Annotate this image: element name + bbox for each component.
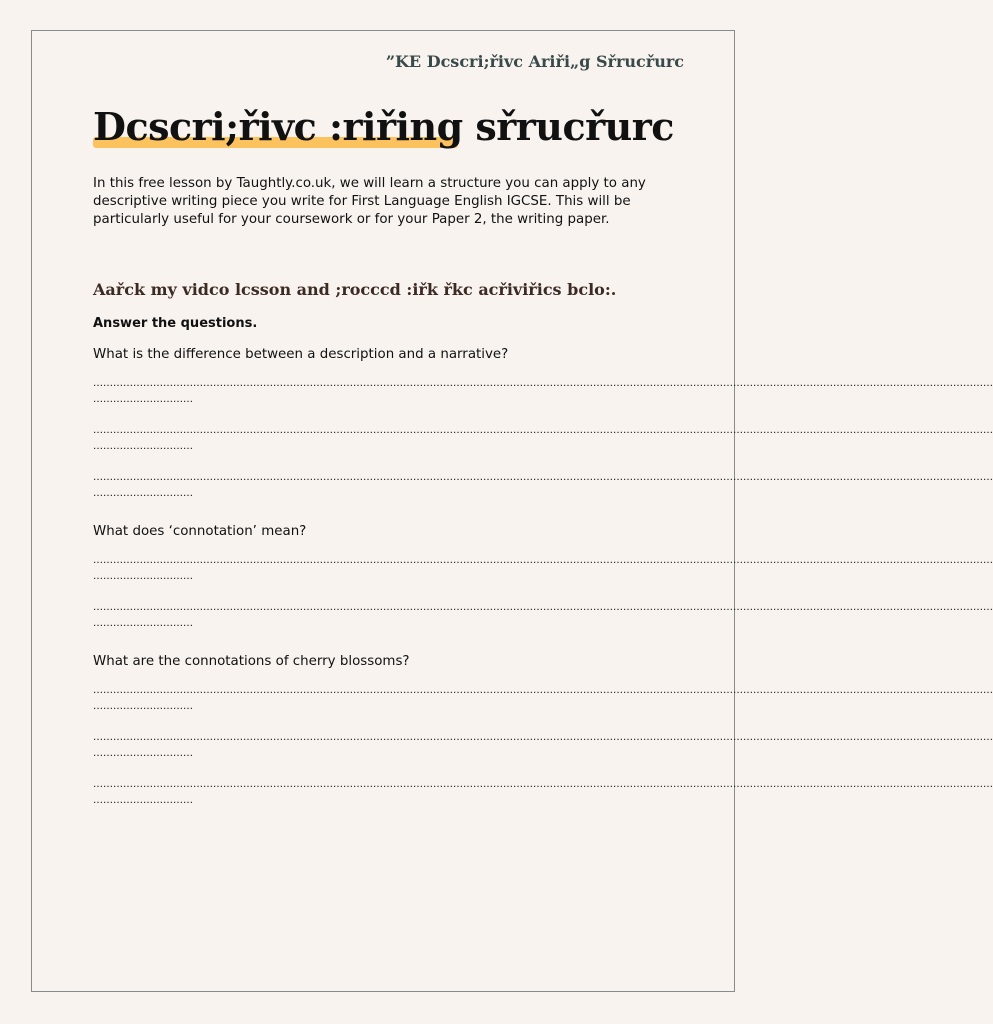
- intro-paragraph: In this free lesson by Taughtly.co.uk, we will learn a structure you can apply to any descriptive writing piece you write for First Language English IGCSE. This will be particularly useful for your coursework or for your Paper 2, the writing paper.: [93, 176, 646, 227]
- answer-dots: ………………………………………………………………………………………………………………………………………………………………………………………………………………………………………………: [93, 732, 993, 743]
- section-heading: Aařck my vidco lcsson and ;rocccd :iřk řkc acřiviřics bclo:.: [93, 280, 617, 299]
- answer-dots: ………………………………………………………………………………………………………………………………………………………………………………………………………………………………………………: [93, 378, 993, 389]
- answer-dots-tail: …………………………: [93, 701, 193, 712]
- instruction-text: Answer the questions.: [93, 316, 258, 331]
- answer-line[interactable]: [93, 683, 993, 715]
- answer-dots: ………………………………………………………………………………………………………………………………………………………………………………………………………………………………………………: [93, 685, 993, 696]
- answer-line[interactable]: [93, 470, 993, 502]
- answer-line[interactable]: [93, 777, 993, 809]
- answer-dots-tail: …………………………: [93, 795, 193, 806]
- answer-dots: ………………………………………………………………………………………………………………………………………………………………………………………………………………………………………………: [93, 555, 993, 566]
- answer-dots: ………………………………………………………………………………………………………………………………………………………………………………………………………………………………………………: [93, 425, 993, 436]
- question-2: What does ‘connotation’ mean?: [93, 524, 307, 539]
- answer-dots-tail: …………………………: [93, 441, 193, 452]
- answer-line[interactable]: [93, 423, 993, 455]
- question-3: What are the connotations of cherry blossoms?: [93, 654, 410, 669]
- answer-dots: ………………………………………………………………………………………………………………………………………………………………………………………………………………………………………………: [93, 779, 993, 790]
- answer-line[interactable]: [93, 600, 993, 632]
- answer-dots-tail: …………………………: [93, 748, 193, 759]
- answer-dots-tail: …………………………: [93, 394, 193, 405]
- answer-dots: ………………………………………………………………………………………………………………………………………………………………………………………………………………………………………………: [93, 602, 993, 613]
- answer-dots-tail: …………………………: [93, 618, 193, 629]
- answer-line[interactable]: [93, 730, 993, 762]
- answer-dots-tail: …………………………: [93, 571, 193, 582]
- header-title: ”KE Dcscri;řivc Ariři„g Sřrucřurc: [385, 52, 684, 71]
- answer-line[interactable]: [93, 376, 993, 408]
- question-1: What is the difference between a description and a narrative?: [93, 347, 509, 362]
- page-title: Dcscri;řivc :riřing sřrucřurc: [93, 104, 674, 149]
- answer-dots: ………………………………………………………………………………………………………………………………………………………………………………………………………………………………………………: [93, 472, 993, 483]
- answer-dots-tail: …………………………: [93, 488, 193, 499]
- answer-line[interactable]: [93, 553, 993, 585]
